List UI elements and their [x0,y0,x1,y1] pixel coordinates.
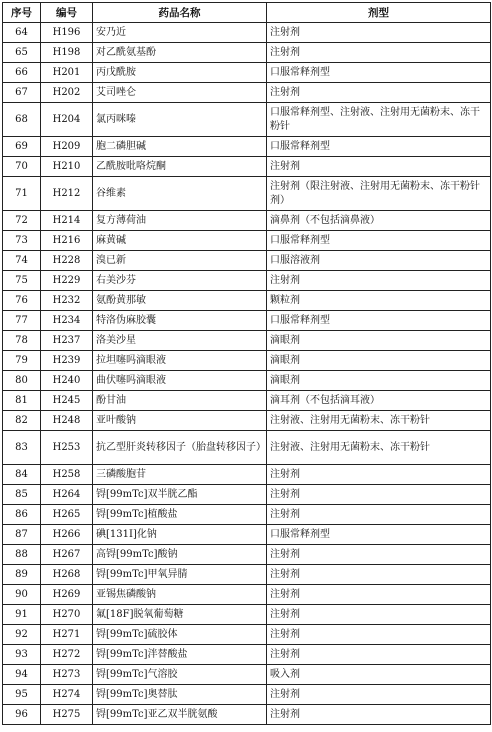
row-dosage-form: 注射剂 [267,545,491,565]
row-code: H274 [41,685,93,705]
table-row [3,63,491,83]
row-dosage-form: 滴鼻剂（不包括滴鼻液） [267,211,491,231]
row-code: H270 [41,605,93,625]
table-row [3,23,491,43]
row-dosage-form: 注射剂 [267,565,491,585]
table-row [3,625,491,645]
row-code: H209 [41,137,93,157]
row-code: H267 [41,545,93,565]
table-body [3,23,491,725]
table-row [3,103,491,137]
row-dosage-form: 注射剂 [267,271,491,291]
table-row [3,605,491,625]
row-code: H201 [41,63,93,83]
row-dosage-form: 注射剂 [267,23,491,43]
row-serial-number: 89 [3,565,41,585]
row-serial-number: 83 [3,431,41,465]
row-dosage-form: 口服常释剂型 [267,63,491,83]
table-row [3,311,491,331]
row-drug-name: 氯丙咪嗪 [93,103,267,137]
row-code: H248 [41,411,93,431]
row-serial-number: 82 [3,411,41,431]
row-serial-number: 69 [3,137,41,157]
row-dosage-form: 吸入剂 [267,665,491,685]
row-serial-number: 85 [3,485,41,505]
row-code: H216 [41,231,93,251]
row-serial-number: 81 [3,391,41,411]
table-row [3,251,491,271]
table-row [3,371,491,391]
row-drug-name: 酚甘油 [93,391,267,411]
row-code: H240 [41,371,93,391]
row-serial-number: 90 [3,585,41,605]
row-drug-name: 特洛伪麻胶囊 [93,311,267,331]
row-drug-name: 安乃近 [93,23,267,43]
row-drug-name: 氨酚黄那敏 [93,291,267,311]
row-code: H272 [41,645,93,665]
table-row [3,505,491,525]
table-row [3,485,491,505]
row-serial-number: 84 [3,465,41,485]
row-dosage-form: 口服常释剂型、注射液、注射用无菌粉末、冻干粉针 [267,103,491,137]
row-serial-number: 72 [3,211,41,231]
row-serial-number: 68 [3,103,41,137]
row-serial-number: 96 [3,705,41,725]
row-drug-name: 锝[99mTc]泮替酸盐 [93,645,267,665]
row-drug-name: 麻黄碱 [93,231,267,251]
row-drug-name: 亚锡焦磷酸钠 [93,585,267,605]
row-serial-number: 76 [3,291,41,311]
row-code: H202 [41,83,93,103]
table-row [3,391,491,411]
row-drug-name: 右美沙芬 [93,271,267,291]
table-row [3,431,491,465]
row-dosage-form: 注射剂 [267,685,491,705]
row-dosage-form: 注射剂 [267,605,491,625]
row-drug-name: 亚叶酸钠 [93,411,267,431]
row-code: H234 [41,311,93,331]
row-drug-name: 溴已新 [93,251,267,271]
row-code: H264 [41,485,93,505]
row-dosage-form: 注射剂（限注射液、注射用无菌粉末、冻干粉针剂） [267,177,491,211]
drug-list-page [2,2,491,725]
table-row [3,585,491,605]
row-dosage-form: 口服常释剂型 [267,311,491,331]
table-row [3,211,491,231]
row-dosage-form: 口服常释剂型 [267,231,491,251]
row-drug-name: 拉坦噻吗滴眼液 [93,351,267,371]
row-serial-number: 75 [3,271,41,291]
table-row [3,705,491,725]
row-drug-name: 丙戊酰胺 [93,63,267,83]
row-code: H265 [41,505,93,525]
row-serial-number: 87 [3,525,41,545]
row-drug-name: 胞二磷胆碱 [93,137,267,157]
table-row [3,525,491,545]
row-drug-name: 锝[99mTc]甲氧异腈 [93,565,267,585]
row-dosage-form: 注射液、注射用无菌粉末、冻干粉针 [267,431,491,465]
row-drug-name: 氟[18F]脱氧葡萄糖 [93,605,267,625]
table-row [3,291,491,311]
row-drug-name: 锝[99mTc]植酸盐 [93,505,267,525]
row-dosage-form: 注射剂 [267,465,491,485]
row-code: H266 [41,525,93,545]
row-dosage-form: 口服溶液剂 [267,251,491,271]
row-code: H210 [41,157,93,177]
row-serial-number: 79 [3,351,41,371]
row-dosage-form: 注射剂 [267,585,491,605]
row-serial-number: 73 [3,231,41,251]
table-row [3,177,491,211]
row-dosage-form: 滴眼剂 [267,331,491,351]
row-code: H204 [41,103,93,137]
table-row [3,83,491,103]
row-dosage-form: 注射剂 [267,485,491,505]
row-dosage-form: 注射液、注射用无菌粉末、冻干粉针 [267,411,491,431]
table-row [3,665,491,685]
row-serial-number: 65 [3,43,41,63]
row-dosage-form: 口服常释剂型 [267,137,491,157]
table-row [3,157,491,177]
row-code: H237 [41,331,93,351]
table-row [3,43,491,63]
row-dosage-form: 口服常释剂型 [267,525,491,545]
row-code: H212 [41,177,93,211]
row-drug-name: 锝[99mTc]亚乙双半胱氨酸 [93,705,267,725]
table-row [3,231,491,251]
row-drug-name: 复方薄荷油 [93,211,267,231]
table-row [3,565,491,585]
row-drug-name: 锝[99mTc]气溶胶 [93,665,267,685]
row-drug-name: 三磷酸胞苷 [93,465,267,485]
row-code: H269 [41,585,93,605]
row-drug-name: 抗乙型肝炎转移因子（胎盘转移因子） [93,431,267,465]
row-serial-number: 67 [3,83,41,103]
row-serial-number: 94 [3,665,41,685]
row-serial-number: 88 [3,545,41,565]
header-serial-number: 序号 [3,3,41,23]
row-drug-name: 锝[99mTc]硫胶体 [93,625,267,645]
row-drug-name: 对乙酰氨基酚 [93,43,267,63]
drug-table [2,2,491,725]
row-serial-number: 95 [3,685,41,705]
row-code: H229 [41,271,93,291]
row-serial-number: 78 [3,331,41,351]
row-dosage-form: 注射剂 [267,83,491,103]
header-code: 编号 [41,3,93,23]
row-drug-name: 锝[99mTc]奥替肽 [93,685,267,705]
row-dosage-form: 注射剂 [267,705,491,725]
row-serial-number: 64 [3,23,41,43]
row-serial-number: 91 [3,605,41,625]
row-code: H268 [41,565,93,585]
table-row [3,465,491,485]
row-code: H245 [41,391,93,411]
table-row [3,645,491,665]
row-drug-name: 锝[99mTc]双半胱乙酯 [93,485,267,505]
table-row [3,545,491,565]
row-serial-number: 93 [3,645,41,665]
row-drug-name: 谷维素 [93,177,267,211]
row-drug-name: 碘[131I]化钠 [93,525,267,545]
row-code: H258 [41,465,93,485]
table-row [3,685,491,705]
row-dosage-form: 滴眼剂 [267,351,491,371]
row-serial-number: 71 [3,177,41,211]
row-code: H196 [41,23,93,43]
row-code: H271 [41,625,93,645]
row-code: H232 [41,291,93,311]
row-code: H239 [41,351,93,371]
row-code: H273 [41,665,93,685]
row-code: H228 [41,251,93,271]
header-drug-name: 药品名称 [93,3,267,23]
row-serial-number: 86 [3,505,41,525]
table-row [3,331,491,351]
row-dosage-form: 颗粒剂 [267,291,491,311]
row-dosage-form: 滴眼剂 [267,371,491,391]
table-row [3,411,491,431]
row-drug-name: 曲伏噻吗滴眼液 [93,371,267,391]
row-serial-number: 70 [3,157,41,177]
table-row [3,351,491,371]
row-serial-number: 74 [3,251,41,271]
table-header-row [3,3,491,23]
table-row [3,137,491,157]
row-drug-name: 乙酰胺吡咯烷酮 [93,157,267,177]
row-dosage-form: 注射剂 [267,625,491,645]
row-dosage-form: 滴耳剂（不包括滴耳液） [267,391,491,411]
row-code: H198 [41,43,93,63]
row-code: H214 [41,211,93,231]
row-dosage-form: 注射剂 [267,43,491,63]
row-serial-number: 77 [3,311,41,331]
row-code: H253 [41,431,93,465]
row-dosage-form: 注射剂 [267,505,491,525]
row-serial-number: 66 [3,63,41,83]
row-drug-name: 艾司唑仑 [93,83,267,103]
row-serial-number: 80 [3,371,41,391]
row-dosage-form: 注射剂 [267,645,491,665]
row-serial-number: 92 [3,625,41,645]
table-row [3,271,491,291]
row-code: H275 [41,705,93,725]
row-drug-name: 洛美沙星 [93,331,267,351]
row-dosage-form: 注射剂 [267,157,491,177]
header-dosage-form: 剂型 [267,3,491,23]
row-drug-name: 高锝[99mTc]酸钠 [93,545,267,565]
